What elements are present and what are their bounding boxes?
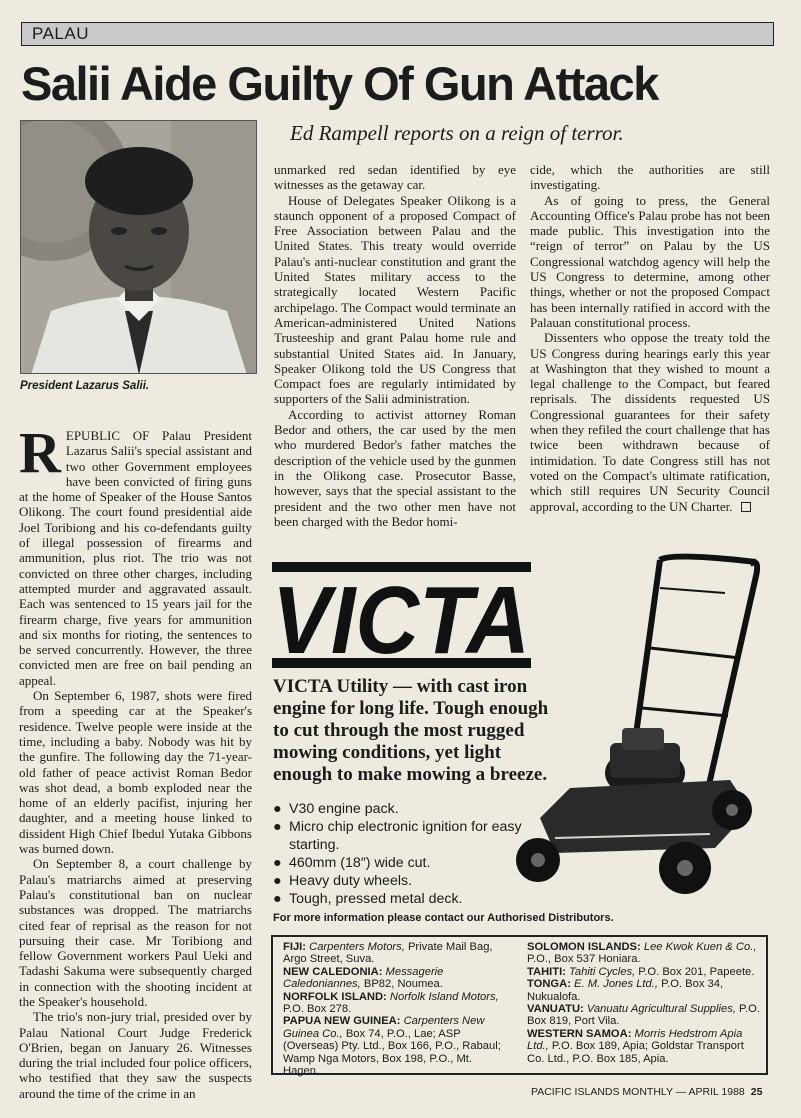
distributor-region: SOLOMON ISLANDS: <box>527 941 641 953</box>
distributor-region: TAHITI: <box>527 965 566 978</box>
distributor-name: Carpenters Motors, <box>309 941 405 953</box>
distributor-region: WESTERN SAMOA: <box>527 1027 632 1040</box>
drop-cap: R <box>19 420 61 485</box>
feature-item <box>272 854 527 872</box>
distributor-region: TONGA: <box>527 978 571 991</box>
distributor-entry <box>283 1015 511 1077</box>
article-paragraph: As of going to press, the General Accounting Office's Palau probe has not been made public. This investigation into the “reign of terror” on Palau by the US Congressional watchdog agency will help the US Congress to determine, among other things, whether or not the proposed Compact has been internally ratified in accord with the Palauan constitutional process. <box>530 192 770 330</box>
victa-logo-text: VICTA <box>272 567 530 670</box>
distributor-name: Carpenters New Guinea Co., <box>283 1015 485 1040</box>
distributor-name: Lee Kwok Kuen & Co., <box>643 941 757 953</box>
distributor-name: Messagerie Caledoniannes, <box>283 965 444 991</box>
distributor-address: P.O. Box 819, Port Vila. <box>527 1003 760 1028</box>
feature-text: V30 engine pack. <box>289 801 399 817</box>
distributor-region: PAPUA NEW GUINEA: <box>283 1015 401 1028</box>
distributor-name: Tahiti Cycles, <box>569 965 636 978</box>
ad-contact-line: For more information please contact our Authorised Distributors. <box>273 912 614 924</box>
victa-logo <box>270 560 533 670</box>
page-footer <box>531 1086 762 1098</box>
bullet-icon: ● <box>273 801 282 817</box>
feature-text: Heavy duty wheels. <box>289 873 413 890</box>
distributor-address: P.O. Box 278. <box>283 1003 352 1016</box>
article-column-2 <box>274 162 516 529</box>
distributor-address: Box 74, P.O., Lae; ASP (Overseas) Pty. Ltd., Box 166, P.O., Rabaul; Wamp Nga Motors, Box 198, P.O., Mt. Hagen. <box>283 1027 501 1078</box>
distributor-address: P.O., Box 537 Honiara. <box>527 953 641 966</box>
feature-text: Micro chip electronic ignition for easy starting. <box>289 819 522 854</box>
publication-name: PACIFIC ISLANDS MONTHLY — APRIL 1988 <box>531 1086 745 1098</box>
paragraph-text: Dissenters who oppose the treaty told the US Congress during hearings early this year at Washington that they wished to mount a legal challenge to the Compact, but feared reprisals. The dissidents requested US Congressional guarantees for their safety when they refiled the court challenge that has twice been withdrawn because of intimidation. To date Congress still has not voted on the Compact's ultimate ratification, which still requires UN Security Council approval, according to the UN Charter. <box>530 330 770 514</box>
feature-text: 460mm (18″) wide cut. <box>289 855 431 872</box>
distributor-address: BP82, Noumea. <box>363 978 443 991</box>
distributors-right-column <box>527 941 763 1065</box>
distributor-entry <box>527 1003 763 1028</box>
article-column-1 <box>19 420 252 1101</box>
article-paragraph <box>530 330 770 514</box>
distributor-entry <box>283 966 511 991</box>
distributor-entry <box>283 941 511 966</box>
distributor-address: P.O. Box 34, Nukualofa. <box>527 978 724 1003</box>
distributor-name: Morris Hedstrom Apia Ltd., <box>527 1027 743 1053</box>
bullet-icon: ● <box>273 819 282 836</box>
distributor-region: NEW CALEDONIA: <box>283 965 383 978</box>
feature-text: Tough, pressed metal deck. <box>289 891 463 908</box>
article-paragraph: On September 6, 1987, shots were fired from a speeding car at the Speaker's residence. Twelve people were inside at the time, including a baby. Nobody was hit by the gunfire. The following day the 71-year-old father of peace activist Roman Bedor was shot dead, a bomb exploded near the home of an elderly pacifist, injuring her daughter, and a meeting house linked to dissident High Chief Ibedul Yutaka Gibbons was burned down. <box>19 688 252 857</box>
distributor-entry <box>527 941 763 966</box>
distributor-name: Norfolk Island Motors, <box>389 990 499 1003</box>
distributor-name: Vanuatu Agricultural Supplies, <box>586 1003 736 1016</box>
bullet-icon: ● <box>273 855 282 872</box>
distributor-entry <box>527 966 763 978</box>
headline: Salii Aide Guilty Of Gun Attack <box>21 57 658 110</box>
feature-item <box>272 818 527 854</box>
section-bar <box>21 22 774 46</box>
distributor-entry <box>527 978 763 1003</box>
portrait-photo <box>20 120 257 374</box>
bullet-icon: ● <box>273 891 282 908</box>
article-paragraph: According to activist attorney Roman Bedor and others, the car used by the men who murdered Bedor's father matches the description of the vehicle used by the gunmen in the Olikong case. Prosecutor Basse, however, says that the special assistant to the president and the two other men have not been charged with the Bedor homi- <box>274 406 516 529</box>
portrait-illustration <box>21 121 257 374</box>
lawn-mower-illustration <box>510 548 780 908</box>
bullet-icon: ● <box>273 873 282 890</box>
distributor-region: FIJI: <box>283 941 306 953</box>
page-number: 25 <box>750 1086 763 1098</box>
distributor-address: P.O. Box 201, Papeete. <box>638 965 755 978</box>
ad-feature-list <box>272 800 527 909</box>
article-paragraph: cide, which the authorities are still investigating. <box>530 162 770 193</box>
article-paragraph: unmarked red sedan identified by eye witnesses as the getaway car. <box>274 162 516 193</box>
distributor-entry <box>283 991 511 1016</box>
distributor-name: E. M. Jones Ltd., <box>574 978 658 991</box>
article-paragraph: The trio's non-jury trial, presided over by Palau National Court Judge Frederick O'Brien, began on January 26. Witnesses during the trial included four police officers, who testified that they saw the suspects around the time of the crime in an <box>19 1009 252 1101</box>
end-mark-icon <box>741 502 751 512</box>
photo-caption: President Lazarus Salii. <box>20 380 150 392</box>
byline: Ed Rampell reports on a reign of terror. <box>290 121 624 145</box>
feature-item <box>272 890 527 908</box>
ad-headline: VICTA Utility — with cast iron engine for long life. Tough enough to cut through the most rugged mowing conditions, yet light enough to make mowing a breeze. <box>273 676 549 785</box>
paragraph-text: EPUBLIC OF Palau President Lazarus Salii's special assistant and two other Government employees have been convicted of firing guns at the home of Speaker of the House Santos Olikong. The court found presidential aide Joel Toribiong and his co-defendants guilty of illegal possession of firearms and ammunition, plus riot. The trio was not convicted on three other charges, including attempted murder and aggravated assault. Each was sentenced to 15 years jail for the firearm charge, five years for ammunition and six months for rioting, the sentences to be served concurrently. However, the three convicted men are free on bail pending an appeal. <box>19 428 252 688</box>
distributor-region: VANUATU: <box>527 1003 584 1016</box>
distributor-entry <box>527 1028 763 1065</box>
feature-item <box>272 872 527 890</box>
article-paragraph <box>19 420 252 688</box>
distributors-left-column <box>283 941 511 1077</box>
distributor-address: Private Mail Bag, Argo Street, Suva. <box>283 941 493 966</box>
distributor-region: NORFOLK ISLAND: <box>283 990 387 1003</box>
feature-item <box>272 800 527 818</box>
section-label: PALAU <box>32 24 89 43</box>
article-column-3 <box>530 162 770 514</box>
distributor-address: P.O. Box 189, Apia; Goldstar Transport Co. Ltd., P.O. Box 185, Apia. <box>527 1040 744 1065</box>
article-paragraph: On September 8, a court challenge by Palau's matriarchs aimed at preserving Palau's constitutional ban on nuclear substances was dropped. The matriarchs cited fear of reprisal as the reason for not pursuing their case. Mr Toribiong and fellow Government workers Paul Ueki and Tadashi Sakuma were subsequently charged in connection with the shooting incident at the Speaker's household. <box>19 856 252 1009</box>
article-paragraph: House of Delegates Speaker Olikong is a staunch opponent of a proposed Compact of Free Association between Palau and the United States. This treaty would override Palau's anti-nuclear constitution and grant the United States military access to the strategically located Western Pacific archipelago. The Compact would terminate an American-administered United Nations Trusteeship and grant Palau home rule and substantial United States aid. In January, Speaker Olikong told the US Congress that Compact foes are regularly intimidated by supporters of the Salii administration. <box>274 192 516 407</box>
